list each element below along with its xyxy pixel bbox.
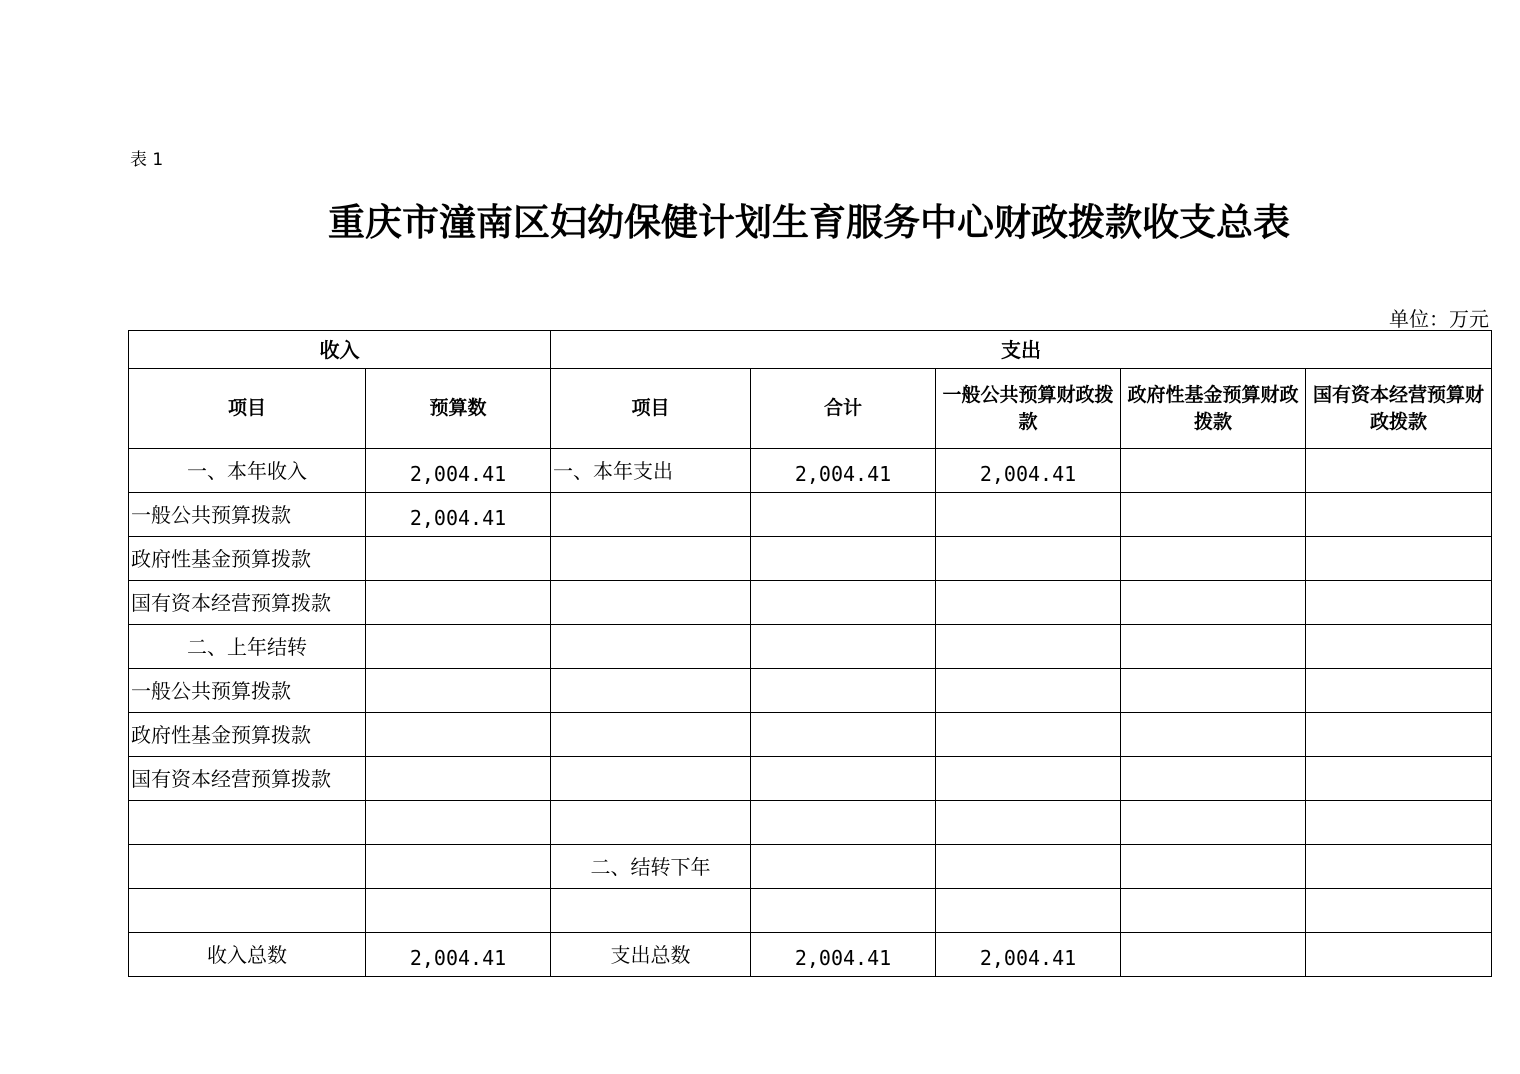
total-cell <box>751 669 936 713</box>
expense-header: 支出 <box>551 331 1492 369</box>
total-cell <box>751 625 936 669</box>
income-item-cell <box>129 845 366 889</box>
income-item-cell <box>129 801 366 845</box>
total-cell <box>751 801 936 845</box>
general-cell <box>936 537 1121 581</box>
general-cell: 2,004.41 <box>936 449 1121 493</box>
expense-item-cell <box>551 669 751 713</box>
total-cell <box>751 713 936 757</box>
fund-cell <box>1121 801 1306 845</box>
budget-cell <box>366 625 551 669</box>
income-item-cell: 二、上年结转 <box>129 625 366 669</box>
table-row <box>129 757 1492 801</box>
state-cell <box>1306 493 1492 537</box>
budget-total-cell: 2,004.41 <box>366 933 551 977</box>
document-title: 重庆市潼南区妇幼保健计划生育服务中心财政拨款收支总表 <box>328 201 1290 244</box>
budget-cell <box>366 889 551 933</box>
fund-sum-cell <box>1121 933 1306 977</box>
expense-item-cell: 二、结转下年 <box>551 845 751 889</box>
general-cell <box>936 581 1121 625</box>
table-row <box>129 801 1492 845</box>
state-cell <box>1306 801 1492 845</box>
expense-item-cell <box>551 713 751 757</box>
income-item-cell: 一般公共预算拨款 <box>129 669 366 713</box>
expense-item-cell <box>551 757 751 801</box>
income-item-cell: 国有资本经营预算拨款 <box>129 757 366 801</box>
budget-cell: 2,004.41 <box>366 493 551 537</box>
expense-item-cell <box>551 537 751 581</box>
fund-cell <box>1121 669 1306 713</box>
state-cell <box>1306 889 1492 933</box>
col-general-budget: 一般公共预算财政拨款 <box>936 369 1121 449</box>
income-total-label: 收入总数 <box>129 933 366 977</box>
state-cell <box>1306 845 1492 889</box>
expense-item-cell <box>551 625 751 669</box>
fund-cell <box>1121 625 1306 669</box>
income-item-cell: 一、本年收入 <box>129 449 366 493</box>
fund-cell <box>1121 713 1306 757</box>
state-cell <box>1306 625 1492 669</box>
state-sum-cell <box>1306 933 1492 977</box>
total-cell <box>751 757 936 801</box>
col-budget: 预算数 <box>366 369 551 449</box>
income-item-cell: 国有资本经营预算拨款 <box>129 581 366 625</box>
table-number: 表 1 <box>130 150 164 170</box>
general-cell <box>936 801 1121 845</box>
table-row <box>129 889 1492 933</box>
income-item-cell <box>129 889 366 933</box>
header-group-row <box>129 331 1492 369</box>
budget-cell <box>366 757 551 801</box>
state-cell <box>1306 581 1492 625</box>
table-row <box>129 845 1492 889</box>
budget-cell <box>366 537 551 581</box>
fund-cell <box>1121 889 1306 933</box>
total-cell <box>751 493 936 537</box>
budget-cell: 2,004.41 <box>366 449 551 493</box>
fund-cell <box>1121 581 1306 625</box>
general-cell <box>936 757 1121 801</box>
income-item-cell: 政府性基金预算拨款 <box>129 713 366 757</box>
fund-cell <box>1121 449 1306 493</box>
expense-item-cell <box>551 581 751 625</box>
state-cell <box>1306 713 1492 757</box>
general-cell <box>936 889 1121 933</box>
total-sum-cell: 2,004.41 <box>751 933 936 977</box>
table-row <box>129 625 1492 669</box>
table-row <box>129 537 1492 581</box>
income-item-cell: 政府性基金预算拨款 <box>129 537 366 581</box>
col-fund-budget: 政府性基金预算财政拨款 <box>1121 369 1306 449</box>
table-row <box>129 449 1492 493</box>
col-expense-item: 项目 <box>551 369 751 449</box>
general-cell <box>936 625 1121 669</box>
fund-cell <box>1121 537 1306 581</box>
total-cell <box>751 581 936 625</box>
unit-label: 单位：万元 <box>1389 307 1489 331</box>
total-cell <box>751 889 936 933</box>
general-cell <box>936 493 1121 537</box>
expense-item-cell: 一、本年支出 <box>551 449 751 493</box>
income-header: 收入 <box>129 331 551 369</box>
totals-row <box>129 933 1492 977</box>
state-cell <box>1306 449 1492 493</box>
general-cell <box>936 669 1121 713</box>
state-cell <box>1306 757 1492 801</box>
fund-cell <box>1121 757 1306 801</box>
expense-item-cell <box>551 801 751 845</box>
header-column-row <box>129 369 1492 449</box>
total-cell <box>751 845 936 889</box>
col-state-capital: 国有资本经营预算财政拨款 <box>1306 369 1492 449</box>
col-total: 合计 <box>751 369 936 449</box>
budget-cell <box>366 845 551 889</box>
state-cell <box>1306 537 1492 581</box>
table-row <box>129 713 1492 757</box>
budget-cell <box>366 581 551 625</box>
total-cell: 2,004.41 <box>751 449 936 493</box>
budget-summary-table <box>128 330 1492 977</box>
col-income-item: 项目 <box>129 369 366 449</box>
fund-cell <box>1121 493 1306 537</box>
table-row <box>129 493 1492 537</box>
table-row <box>129 581 1492 625</box>
income-item-cell: 一般公共预算拨款 <box>129 493 366 537</box>
expense-item-cell <box>551 889 751 933</box>
budget-cell <box>366 713 551 757</box>
budget-cell <box>366 801 551 845</box>
expense-item-cell <box>551 493 751 537</box>
total-cell <box>751 537 936 581</box>
general-sum-cell: 2,004.41 <box>936 933 1121 977</box>
general-cell <box>936 845 1121 889</box>
fund-cell <box>1121 845 1306 889</box>
expense-total-label: 支出总数 <box>551 933 751 977</box>
table-row <box>129 669 1492 713</box>
state-cell <box>1306 669 1492 713</box>
budget-cell <box>366 669 551 713</box>
general-cell <box>936 713 1121 757</box>
